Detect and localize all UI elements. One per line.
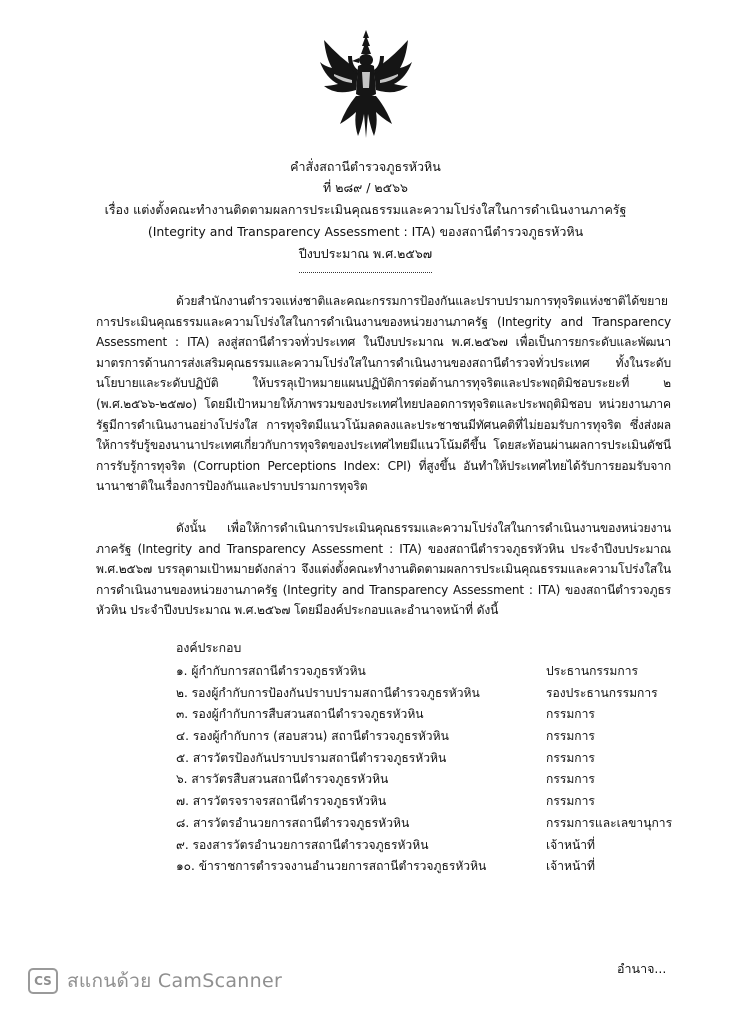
list-item (176, 856, 696, 878)
order-subject: เรื่อง แต่งตั้งคณะทำงานติดตามผลการประเมินคุณธรรมและความโปร่งใสในการดำเนินงานภาครัฐ (104, 202, 627, 217)
list-item (176, 748, 696, 770)
member-name: ๔. รองผู้กำกับการ (สอบสวน) สถานีตำรวจภูธรหัวหิน (176, 729, 449, 744)
member-list (176, 661, 696, 878)
member-role: กรรมการ (546, 750, 595, 765)
member-name: ๑๐. ข้าราชการตำรวจงานอำนวยการสถานีตำรวจภูธรหัวหิน (176, 859, 487, 874)
member-role: เจ้าหน้าที่ (546, 837, 596, 852)
list-item (176, 835, 696, 857)
garuda-emblem-icon (318, 28, 414, 140)
dotted-divider (299, 272, 432, 273)
member-role: กรรมการ (546, 794, 595, 809)
fiscal-year: ปีงบประมาณ พ.ศ.๒๕๖๗ (298, 246, 433, 261)
continued-marker: อำนาจ... (617, 961, 667, 976)
list-item (176, 683, 696, 705)
list-item (176, 704, 696, 726)
paragraph-background: ด้วยสำนักงานตำรวจแห่งชาติและคณะกรรมการป้องกันและปราบปรามการทุจริตแห่งชาติได้ขยายการประเมินคุณธรรมและความโปร่งใสในการดำเนินงานของหน่วยงานภาครัฐ (Integrity and Transparency Assessment : ITA) ลงสู่สถานีตำรวจทั่วประเทศ ในปีงบประมาณ พ.ศ.๒๕๖๗ เพื่อเป็นการยกระดับและพัฒนามาตรการด้านการส่งเสริมคุณธรรมและความโปร่งใสในการดำเนินงานของสถานีตำรวจทั่วประเทศ ทั้งในระดับนโยบายและระดับปฏิบัติ ให้บรรลุเป้าหมายแผนปฏิบัติการต่อต้านการทุจริตและประพฤติมิชอบระยะที่ ๒ (พ.ศ.๒๕๖๖-๒๕๗๐) โดยมีเป้าหมายให้ภาพรวมของประเทศไทยปลอดการทุจริตและประพฤติมิชอบ หน่วยงานภาครัฐมีการดำเนินงานอย่างโปร่งใส การทุจริตมีแนวโน้มลดลงและประชาชนมีทัศนคติที่ไม่ยอมรับการทุจริต ซึ่งส่งผลให้การรับรู้ของนานาประเทศเกี่ยวกับการทุจริตของประเทศไทยมีแนวโน้มดีขึ้น โดยสะท้อนผ่านผลการประเมินดัชนีการรับรู้การทุจริต (Corruption Perceptions Index: CPI) ที่สูงขึ้น อันทำให้ประเทศไทยได้รับการยอมรับจากนานาชาติในเรื่องการป้องกันและปราบปรามการทุจริต (96, 294, 671, 494)
camscanner-watermark (28, 966, 282, 996)
order-number: ที่ ๒๘๙ / ๒๕๖๖ (323, 180, 408, 195)
list-item (176, 661, 696, 683)
member-name: ๓. รองผู้กำกับการสืบสวนสถานีตำรวจภูธรหัวหิน (176, 707, 424, 722)
member-name: ๒. รองผู้กำกับการป้องกันปราบปรามสถานีตำรวจภูธรหัวหิน (176, 685, 480, 700)
list-item (176, 726, 696, 748)
composition-heading: องค์ประกอบ (176, 641, 242, 655)
member-name: ๕. สารวัตรป้องกันปราบปรามสถานีตำรวจภูธรหัวหิน (176, 750, 447, 765)
member-name: ๙. รองสารวัตรอำนวยการสถานีตำรวจภูธรหัวหิน (176, 837, 429, 852)
member-name: ๑. ผู้กำกับการสถานีตำรวจภูธรหัวหิน (176, 664, 366, 678)
member-role: กรรมการ (546, 729, 595, 744)
member-role: กรรมการ (546, 707, 595, 722)
list-item (176, 769, 696, 791)
member-role: กรรมการและเลขานุการ (546, 815, 673, 830)
order-title: คำสั่งสถานีตำรวจภูธรหัวหิน (290, 159, 441, 174)
member-name: ๗. สารวัตรจราจรสถานีตำรวจภูธรหัวหิน (176, 794, 387, 809)
member-role: รองประธานกรรมการ (546, 685, 658, 700)
member-role: กรรมการ (546, 772, 595, 787)
order-subject-line2: (Integrity and Transparency Assessment : ITA) ของสถานีตำรวจภูธรหัวหิน (147, 224, 584, 239)
list-item (176, 791, 696, 813)
member-role: เจ้าหน้าที่ (546, 859, 596, 874)
paragraph-appointment: ดังนั้น เพื่อให้การดำเนินการประเมินคุณธรรมและความโปร่งใสในการดำเนินงานของหน่วยงานภาครัฐ (Integrity and Transparency Assessment : ITA) ของสถานีตำรวจภูธรหัวหิน ประจำปีงบประมาณ พ.ศ.๒๕๖๗ บรรลุตามเป้าหมายดังกล่าว จึงแต่งตั้งคณะทำงานติดตามผลการประเมินคุณธรรมและความโปร่งใสในการดำเนินงานของหน่วยงานภาครัฐ (Integrity and Transparency Assessment : ITA) ของสถานีตำรวจภูธรหัวหิน ประจำปีงบประมาณ พ.ศ.๒๕๖๗ โดยมีองค์ประกอบและอำนาจหน้าที่ ดังนี้ (96, 521, 671, 618)
member-name: ๖. สารวัตรสืบสวนสถานีตำรวจภูธรหัวหิน (176, 772, 389, 787)
camscanner-icon: CS (28, 968, 58, 994)
list-item (176, 813, 696, 835)
watermark-text: สแกนด้วย CamScanner (67, 970, 283, 992)
member-name: ๘. สารวัตรอำนวยการสถานีตำรวจภูธรหัวหิน (176, 815, 410, 830)
member-role: ประธานกรรมการ (546, 664, 639, 678)
